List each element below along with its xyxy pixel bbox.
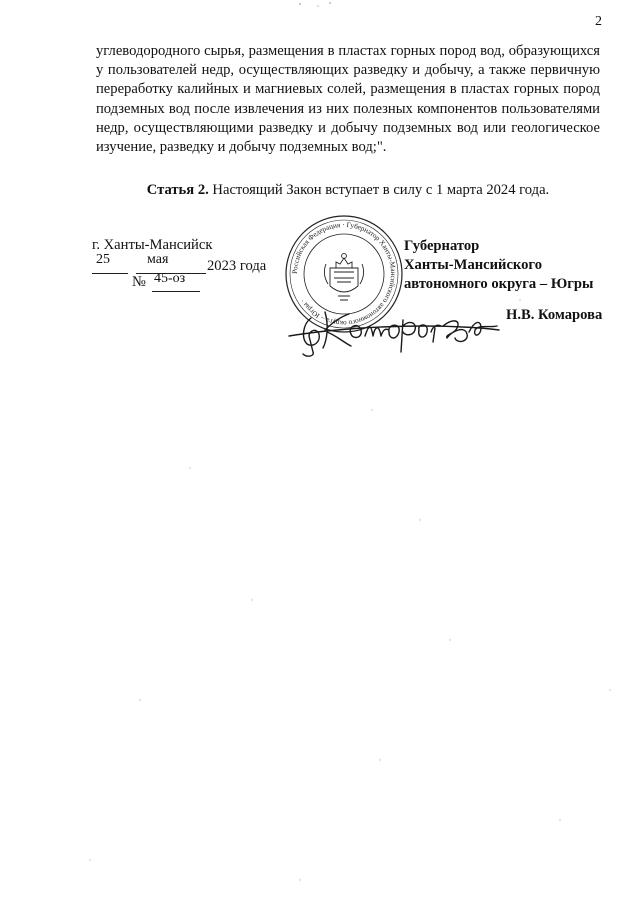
signing-date: [92, 252, 282, 276]
article-2: [96, 182, 600, 199]
body-paragraph: углеводородного сырья, размещения в пластах горных пород вод, образующихся у пользователей недр, осуществляющих разведку и добычу, а также первичную переработку калийных и магниевых солей, размещения в пластах горных пород подземных вод после извлечения из них полезных компонентов пользователями недр, осуществляющими разведку и добычу подземных вод или геологическое изучение, разведку и добычу подземных вод;".: [96, 43, 600, 156]
number-underline: [152, 291, 200, 292]
seal-text: Российская Федерация · Губернатор Ханты-Мансийского автономного округа – Югры ·: [290, 220, 398, 328]
governor-title: [404, 237, 593, 294]
number-value: 45-оз: [154, 271, 186, 286]
governor-title-line1: Губернатор: [404, 238, 480, 254]
day-underline: [92, 273, 128, 274]
page-number: 2: [595, 14, 602, 29]
number-prefix: №: [132, 274, 146, 290]
handwritten-signature: [285, 290, 500, 360]
body-text: [96, 42, 600, 157]
law-number: [132, 271, 212, 294]
signing-city: г. Ханты-Мансийск: [92, 237, 213, 253]
article-text: Настоящий Закон вступает в силу с 1 марта 2024 года.: [208, 182, 550, 198]
signing-day: 25: [96, 252, 110, 267]
governor-title-line3: автономного округа – Югры: [404, 276, 594, 292]
signing-year: 2023 года: [207, 258, 267, 274]
article-label: Статья 2.: [146, 182, 209, 198]
governor-name: Н.В. Комарова: [506, 307, 603, 323]
governor-title-line2: Ханты-Мансийского: [404, 257, 542, 273]
signing-month: мая: [147, 252, 169, 267]
